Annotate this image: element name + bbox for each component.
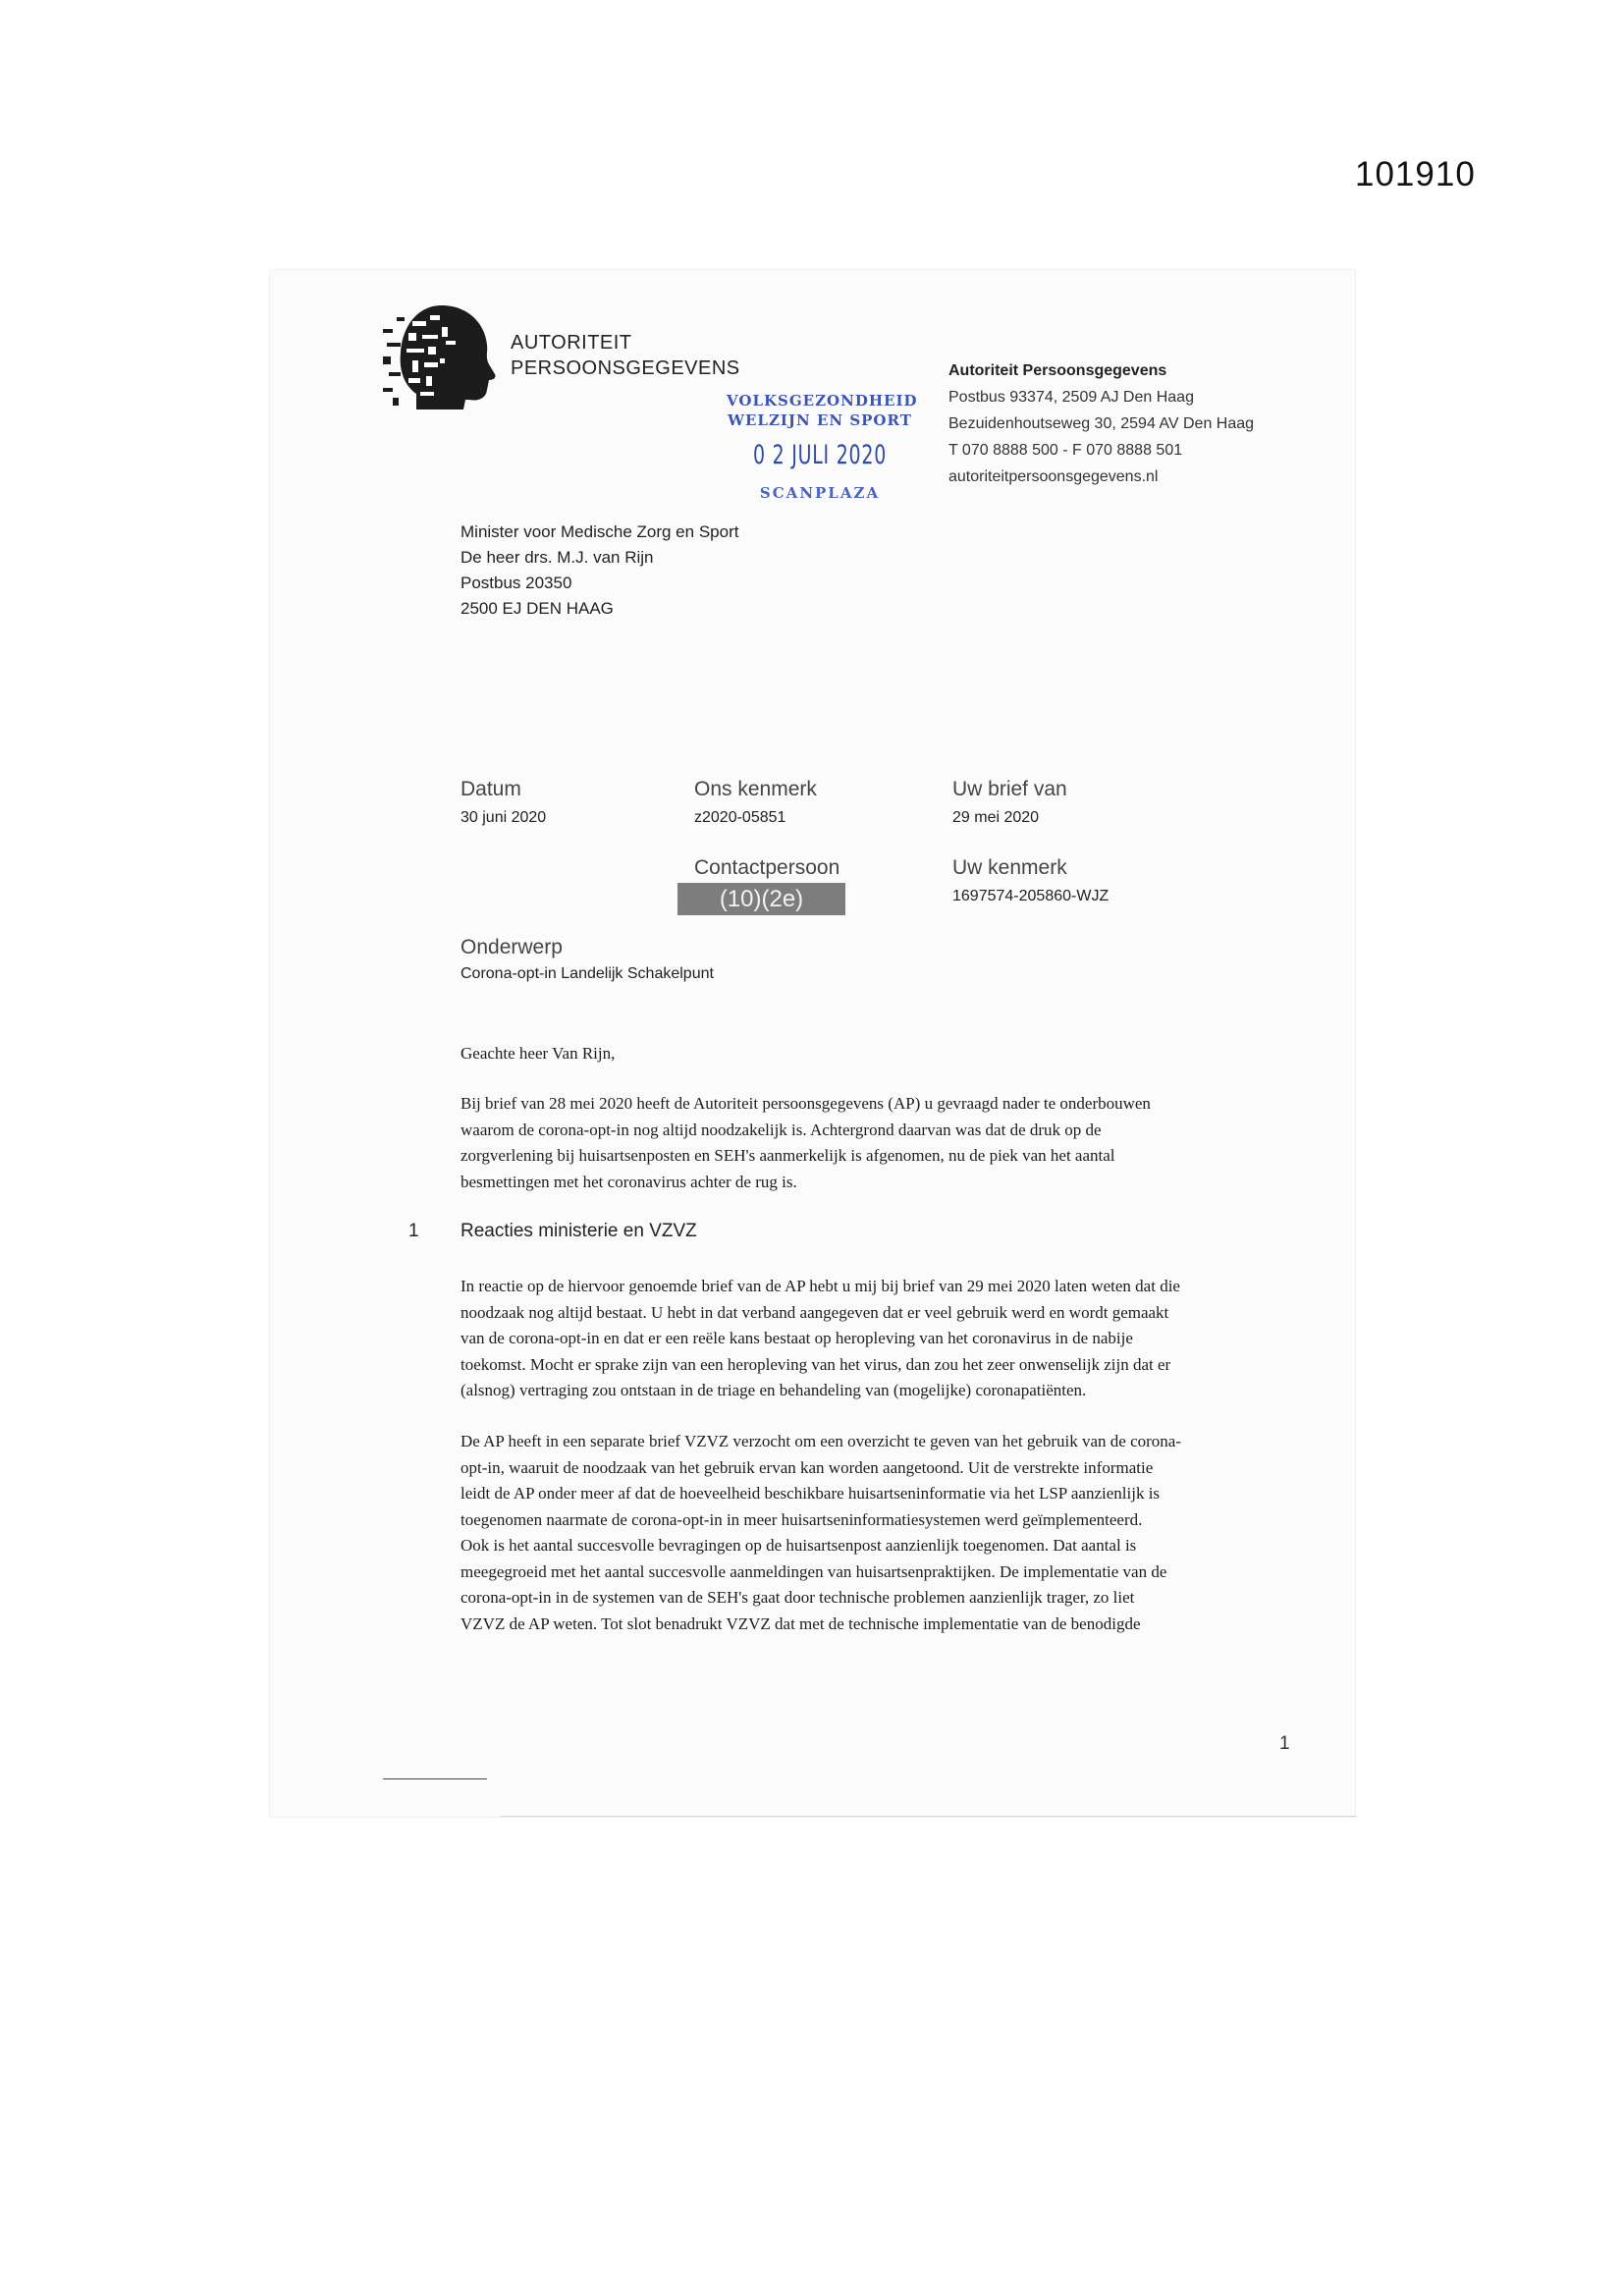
sender-block bbox=[948, 357, 1254, 490]
ons-kenmerk-label: Ons kenmerk bbox=[694, 778, 817, 800]
ons-kenmerk-value: z2020-05851 bbox=[694, 809, 786, 826]
addressee-line-1: Minister voor Medische Zorg en Sport bbox=[460, 522, 739, 541]
stamp-line-2: WELZIJN EN SPORT bbox=[728, 411, 912, 429]
page-number: 1 bbox=[1279, 1733, 1290, 1754]
footer-rule bbox=[383, 1778, 487, 1779]
salutation: Geachte heer Van Rijn, bbox=[460, 1044, 616, 1063]
paragraph-line: opt-in, waaruit de noodzaak van het gebruik ervan kan worden aangetoond. Uit de verstrekte informatie bbox=[460, 1457, 1154, 1477]
sender-name: Autoriteit Persoonsgegevens bbox=[948, 362, 1167, 379]
redacted-contact: (10)(2e) bbox=[677, 883, 845, 915]
uw-brief-value: 29 mei 2020 bbox=[952, 809, 1040, 826]
onderwerp-label: Onderwerp bbox=[460, 936, 563, 958]
paragraph-line: van de corona-opt-in en dat er een reële kans bestaat op heropleving van het coronavirus in de nabije bbox=[460, 1329, 1133, 1347]
addressee-block bbox=[460, 519, 738, 622]
paragraph-line: meegegroeid met het aantal succesvolle aanmeldingen van huisartsenpraktijken. De implementatie van de bbox=[460, 1561, 1167, 1581]
addressee-line-4: 2500 EJ DEN HAAG bbox=[460, 599, 614, 618]
paragraph-2 bbox=[460, 1429, 1295, 1637]
paragraph-line: VZVZ de AP weten. Tot slot benadrukt VZVZ dat met de technische implementatie van de benodigde bbox=[460, 1613, 1141, 1633]
uw-kenmerk-label: Uw kenmerk bbox=[952, 856, 1067, 879]
addressee-line-3: Postbus 20350 bbox=[460, 574, 572, 592]
paragraph-line: noodzaak nog altijd bestaat. U hebt in dat verband aangegeven dat er veel gebruik werd en wordt gemaakt bbox=[460, 1302, 1169, 1322]
authority-head-logo-icon bbox=[383, 300, 501, 412]
document-number: 101910 bbox=[1355, 155, 1476, 193]
page-bottom-edge bbox=[501, 1816, 1357, 1817]
sender-postbus: Postbus 93374, 2509 AJ Den Haag bbox=[948, 389, 1194, 406]
contactpersoon-label: Contactpersoon bbox=[694, 856, 840, 879]
intro-line: Bij brief van 28 mei 2020 heeft de Autoriteit persoonsgegevens (AP) u gevraagd nader te onderbouwen bbox=[460, 1094, 1151, 1113]
stamp-date: 0 2 JULI 2020 bbox=[752, 440, 888, 470]
intro-paragraph bbox=[460, 1091, 1295, 1195]
intro-line: besmettingen met het coronavirus achter de rug is. bbox=[460, 1172, 797, 1191]
paragraph-line: corona-opt-in in de systemen van de SEH's gaat door technische problemen aanzienlijk trager, zo liet bbox=[460, 1588, 1135, 1607]
sender-address: Bezuidenhoutseweg 30, 2594 AV Den Haag bbox=[948, 415, 1255, 432]
logo-line-1: AUTORITEIT bbox=[511, 332, 632, 354]
section-number: 1 bbox=[408, 1221, 419, 1241]
received-stamp bbox=[727, 391, 918, 502]
datum-label: Datum bbox=[460, 778, 521, 800]
sender-phone: T 070 8888 500 - F 070 8888 501 bbox=[948, 442, 1183, 459]
paragraph-line: leidt de AP onder meer af dat de hoeveelheid beschikbare huisartseninformatie via het LSP aanzienlijk is bbox=[460, 1484, 1161, 1503]
sender-website: autoriteitpersoonsgegevens.nl bbox=[948, 468, 1159, 485]
paragraph-line: De AP heeft in een separate brief VZVZ verzocht om een overzicht te geven van het gebruik van de corona- bbox=[460, 1432, 1181, 1450]
uw-kenmerk-value: 1697574-205860-WJZ bbox=[952, 888, 1110, 904]
paragraph-1 bbox=[460, 1274, 1295, 1404]
stamp-code: SCANPLAZA bbox=[759, 484, 881, 502]
intro-line: waarom de corona-opt-in nog altijd noodzakelijk is. Achtergrond daarvan was dat de druk op de bbox=[460, 1120, 1102, 1139]
onderwerp-value: Corona-opt-in Landelijk Schakelpunt bbox=[460, 965, 714, 982]
paragraph-line: toegenomen naarmate de corona-opt-in in meer huisartseninformatiesystemen werd geïmplementeerd. bbox=[460, 1509, 1143, 1529]
addressee-line-2: De heer drs. M.J. van Rijn bbox=[460, 548, 654, 567]
datum-value: 30 juni 2020 bbox=[460, 809, 547, 826]
intro-line: zorgverlening bij huisartsenposten en SEH's aanmerkelijk is afgenomen, nu de piek van het aantal bbox=[460, 1146, 1115, 1165]
paragraph-line: In reactie op de hiervoor genoemde brief van de AP hebt u mij bij brief van 29 mei 2020 laten weten dat die bbox=[460, 1277, 1180, 1295]
logo-wordmark bbox=[511, 330, 740, 381]
section-title: Reacties ministerie en VZVZ bbox=[460, 1221, 697, 1241]
paragraph-line: toekomst. Mocht er sprake zijn van een heropleving van het virus, dan zou het zeer onwenselijk zijn dat er bbox=[460, 1354, 1171, 1374]
paragraph-line: Ook is het aantal succesvolle bevragingen op de huisartsenpost aanzienlijk toegenomen. Dat aantal is bbox=[460, 1536, 1137, 1555]
stamp-line-1: VOLKSGEZONDHEID bbox=[727, 392, 918, 410]
paragraph-line: (alsnog) vertraging zou ontstaan in de triage en behandeling van (mogelijke) coronapatiënten. bbox=[460, 1381, 1087, 1399]
uw-brief-label: Uw brief van bbox=[952, 778, 1067, 800]
logo-line-2: PERSOONSGEGEVENS bbox=[511, 357, 740, 379]
